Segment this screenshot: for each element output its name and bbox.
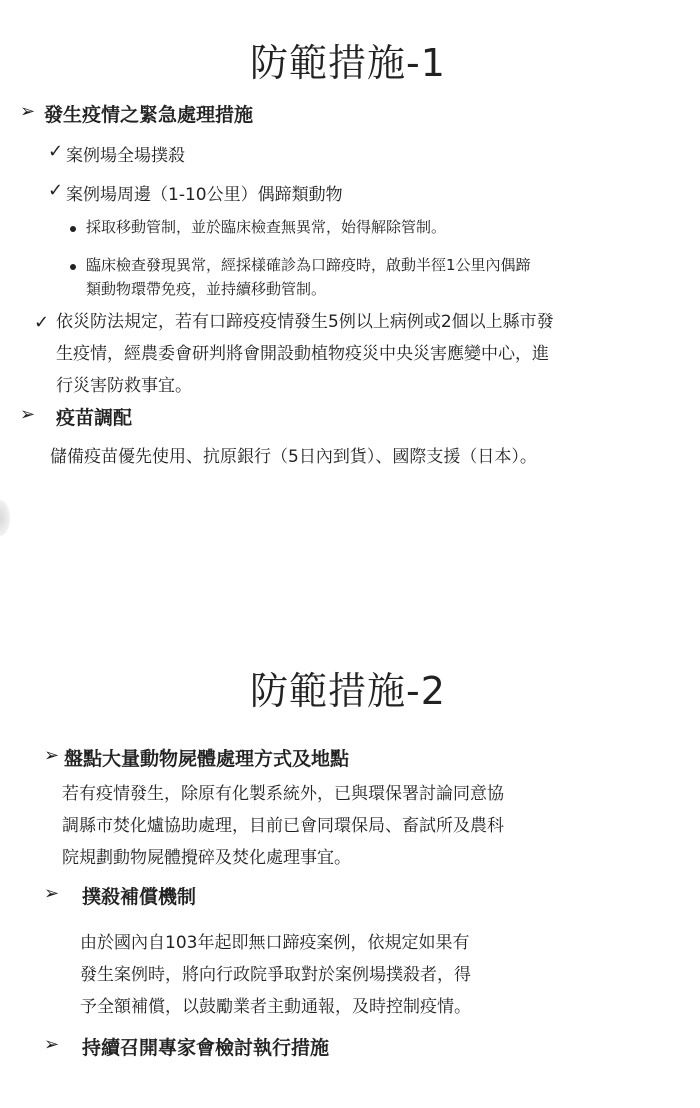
section-heading-compensation: 撲殺補償機制 bbox=[82, 886, 197, 908]
paragraph-line: 若有疫情發生，除原有化製系統外，已與環保署討論同意協 bbox=[62, 784, 504, 804]
vaccine-text: 儲備疫苗優先使用、抗原銀行（5日內到貨）、國際支援（日本）。 bbox=[50, 447, 537, 467]
bullet-item-line: 臨床檢查發現異常，經採樣確診為口蹄疫時，啟動半徑1公里內偶蹄 bbox=[86, 256, 531, 274]
slide-2-title: 防範措施-2 bbox=[250, 669, 446, 713]
bullet-dot-icon bbox=[70, 264, 76, 270]
paragraph-line: 院規劃動物屍體攪碎及焚化處理事宜。 bbox=[62, 848, 351, 868]
arrow-bullet-icon: ➢ bbox=[44, 883, 60, 904]
section-heading-expert-meeting: 持續召開專家會檢討執行措施 bbox=[82, 1037, 330, 1059]
bullet-item-movement-control: 採取移動管制，並於臨床檢查無異常，始得解除管制。 bbox=[86, 218, 447, 236]
bullet-item-line: 類動物環帶免疫，並持續移動管制。 bbox=[86, 280, 327, 298]
arrow-bullet-icon: ➢ bbox=[44, 745, 60, 766]
paragraph-line: 調縣市焚化爐協助處理，目前已會同環保局、畜試所及農科 bbox=[62, 816, 504, 836]
note-line: 依災防法規定，若有口蹄疫疫情發生5例以上病例或2個以上縣市發 bbox=[56, 312, 554, 332]
paragraph-line: 發生案例時，將向行政院爭取對於案例場撲殺者，得 bbox=[80, 965, 471, 985]
arrow-bullet-icon: ➢ bbox=[44, 1034, 60, 1055]
check-icon: ✓ bbox=[48, 141, 64, 162]
paragraph-line: 由於國內自103年起即無口蹄疫案例，依規定如果有 bbox=[80, 933, 470, 953]
check-icon: ✓ bbox=[34, 312, 50, 333]
section-heading-emergency: 發生疫情之緊急處理措施 bbox=[44, 104, 254, 126]
disaster-law-note bbox=[56, 306, 554, 402]
note-line: 生疫情，經農委會研判將會開設動植物疫災中央災害應變中心，進 bbox=[56, 344, 549, 364]
bullet-dot-icon bbox=[70, 226, 76, 232]
check-icon: ✓ bbox=[48, 180, 64, 201]
arrow-bullet-icon: ➢ bbox=[20, 101, 36, 122]
section-heading-carcass: 盤點大量動物屍體處理方式及地點 bbox=[64, 748, 350, 770]
check-item-cull: 案例場全場撲殺 bbox=[66, 146, 185, 166]
paragraph-line: 予全額補償，以鼓勵業者主動通報，及時控制疫情。 bbox=[80, 997, 471, 1017]
carcass-text bbox=[62, 778, 504, 874]
check-item-surrounding: 案例場周邊（1-10公里）偶蹄類動物 bbox=[66, 185, 343, 205]
scan-edge-mark bbox=[0, 500, 10, 536]
section-heading-vaccine: 疫苗調配 bbox=[56, 407, 133, 429]
compensation-text bbox=[80, 927, 471, 1023]
slide-1-title: 防範措施-1 bbox=[250, 41, 446, 85]
arrow-bullet-icon: ➢ bbox=[20, 404, 36, 425]
note-line: 行災害防救事宜。 bbox=[56, 376, 192, 396]
